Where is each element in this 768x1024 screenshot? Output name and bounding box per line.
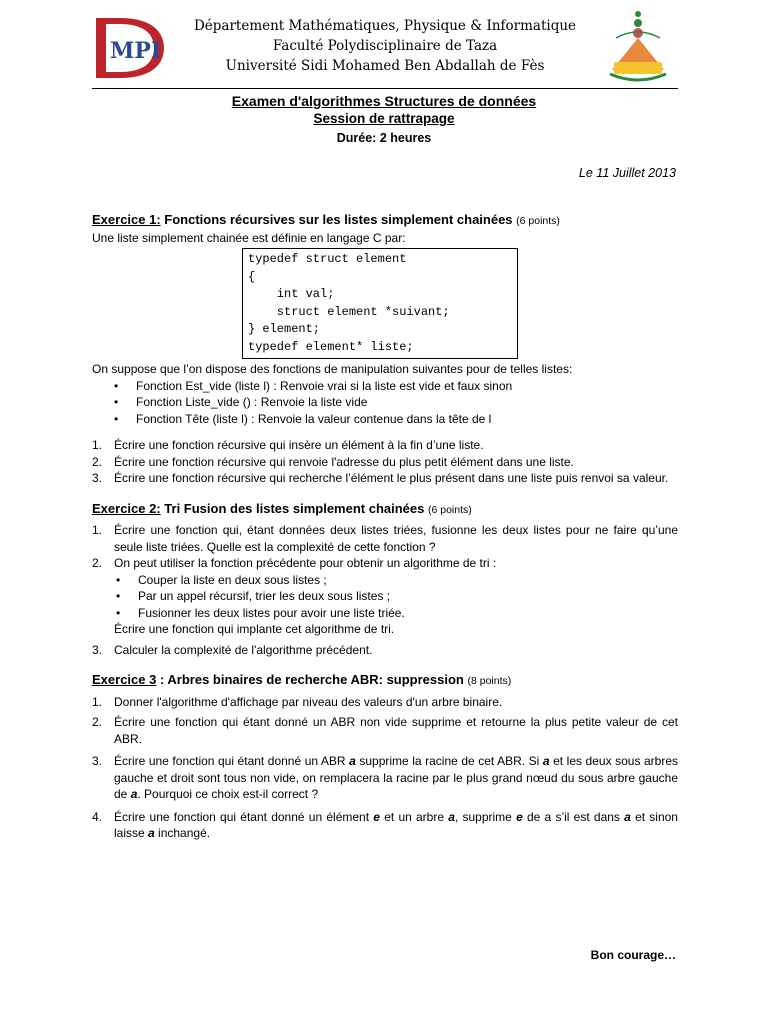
exercise-1-questions (92, 437, 678, 487)
university-line: Université Sidi Mohamed Ben Abdallah de Fès (225, 58, 545, 74)
exercise-3-questions (92, 694, 678, 842)
list-item: • Fusionner les deux listes pour avoir une liste triée. (116, 605, 678, 622)
exercise-2-heading: Exercice 2: Tri Fusion des listes simplement chainées (6 points) (92, 500, 472, 516)
svg-text:MPI: MPI (110, 38, 162, 64)
mpi-logo (92, 16, 168, 80)
exam-duration: Durée: 2 heures (336, 131, 432, 145)
exercise-1-suppose: On suppose que l’on dispose des fonctions de manipulation suivantes pour de telles listes: (92, 362, 573, 376)
header-divider (92, 88, 678, 89)
department-line: Département Mathématiques, Physique & Informatique (193, 18, 577, 34)
question-item: 2. Écrire une fonction qui étant donné un ABR non vide supprime et retourne la plus petite valeur de cet ABR. (92, 715, 678, 746)
exercise-3-heading: Exercice 3 : Arbres binaires de recherche ABR: suppression (8 points) (92, 672, 512, 687)
question-followup: Écrire une fonction qui implante cet algorithme de tri. (114, 622, 395, 636)
faculty-line: Faculté Polydisciplinaire de Taza (272, 38, 498, 54)
exercise-1-heading: Exercice 1: Fonctions récursives sur les listes simplement chainées (6 points) (92, 212, 560, 227)
question-item: 2. Écrire une fonction récursive qui renvoie l'adresse du plus petit élément dans une liste. (92, 454, 574, 469)
question-item: 1. Écrire une fonction qui, étant données deux listes triées, fusionne les deux listes pour ne faire qu’une seule liste triées. Quelle est la complexité de cette fonction ? (92, 523, 678, 554)
list-item: • Fonction Est_vide (liste l) : Renvoie vrai si la liste est vide et faux sinon (114, 378, 678, 395)
closing-text: Bon courage… (590, 948, 676, 962)
exam-session: Session de rattrapage (313, 111, 455, 126)
question-item: 3. Calculer la complexité de l'algorithme précédent. (92, 642, 373, 657)
code-block: typedef struct element { int val; struct element *suivant; } element; typedef element* liste; (242, 248, 518, 359)
question-item: 1. Donner l'algorithme d'affichage par niveau des valeurs d'un arbre binaire. (92, 694, 503, 709)
function-list (92, 378, 678, 428)
sort-steps (114, 572, 678, 622)
question-item: 3. Écrire une fonction récursive qui recherche l’élément le plus présent dans une liste puis renvoi sa valeur. (92, 471, 669, 485)
institution-header (175, 16, 595, 76)
question-item: 2. On peut utiliser la fonction précédente pour obtenir un algorithme de tri : • Couper la liste en deux sous listes ; • Par un appel récursif, trier les deux sous listes ; • Fusionner les deux listes pour avoir une liste triée. Écrire une fonction qui implante cet algorithme de tri. (92, 555, 678, 638)
list-item: • Couper la liste en deux sous listes ; (116, 572, 678, 589)
question-item: 4. Écrire une fonction qui étant donné un élément e et un arbre a, supprime e de a s’il est dans a et sinon laisse a inchangé. (92, 809, 678, 840)
exam-title: Examen d'algorithmes Structures de données (231, 93, 537, 109)
question-item: 3. Écrire une fonction qui étant donné un ABR a supprime la racine de cet ABR. Si a et les deux sous arbres gauche et droit sont tous non vide, on remplacera la racine par le plus grand nœud du sous arbre gauche de a. Pourquoi ce choix est-il correct ? (92, 754, 679, 801)
exercise-2-questions (92, 522, 678, 658)
list-item: • Fonction Tête (liste l) : Renvoie la valeur contenue dans la tête de l (114, 411, 678, 428)
list-item: • Fonction Liste_vide () : Renvoie la liste vide (114, 394, 678, 411)
exam-date: Le 11 Juillet 2013 (578, 166, 676, 180)
exercise-1-intro: Une liste simplement chainée est définie en langage C par: (92, 230, 406, 245)
list-item: • Par un appel récursif, trier les deux sous listes ; (116, 588, 678, 605)
faculty-emblem (606, 8, 670, 84)
question-item: 1. Écrire une fonction récursive qui insère un élément à la fin d’une liste. (92, 438, 484, 452)
exam-content (92, 212, 678, 842)
